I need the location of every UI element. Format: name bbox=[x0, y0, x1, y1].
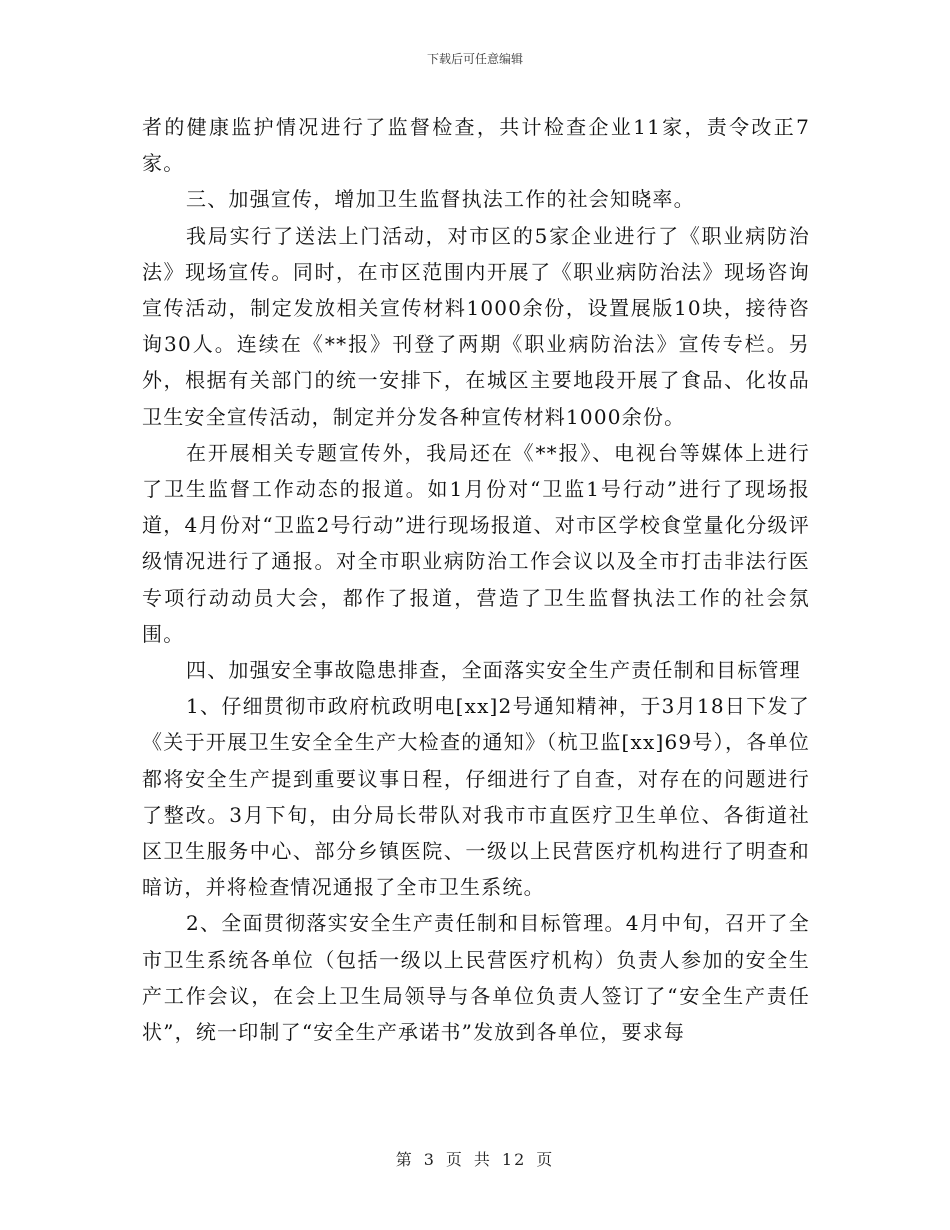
paragraph-media-reports: 在开展相关专题宣传外，我局还在《**报》、电视台等媒体上进行了卫生监督工作动态的报道。如1月份对“卫监1号行动”进行了现场报道，4月份对“卫监2号行动”进行现场报道、对市区学校食堂量化分级评级情况进行了通报。对全市职业病防治工作会议以及全市打击非法行医专项行动动员大会，都作了报道，营造了卫生监督执法工作的社会氛围。 bbox=[142, 440, 810, 646]
paragraph-continuation: 者的健康监护情况进行了监督检查，共计检查企业11家，责令改正7家。 bbox=[142, 115, 810, 176]
document-body bbox=[142, 109, 810, 1050]
footer-prefix: 第 bbox=[395, 1150, 414, 1169]
footer-suffix: 页 bbox=[536, 1150, 555, 1169]
section-heading-safety: 四、加强安全事故隐患排查，全面落实安全生产责任制和目标管理 bbox=[186, 658, 801, 683]
footer-total-pages: 12 bbox=[501, 1150, 527, 1169]
paragraph-publicity-activities: 我局实行了送法上门活动，对市区的5家企业进行了《职业病防治法》现场宣传。同时，在市区范围内开展了《职业病防治法》现场咨询宣传活动，制定发放相关宣传材料1000余份，设置展版10块，接待咨询30人。连续在《**报》刊登了两期《职业病防治法》宣传专栏。另外，根据有关部门的统一安排下，在城区主要地段开展了食品、化妆品卫生安全宣传活动，制定并分发各种宣传材料1000余份。 bbox=[142, 223, 810, 429]
page-footer bbox=[0, 1147, 950, 1170]
footer-page-word: 页 bbox=[445, 1150, 464, 1169]
footer-total-word: 共 bbox=[473, 1150, 492, 1169]
footer-current-page: 3 bbox=[423, 1150, 436, 1169]
paragraph-safety-item-1: 1、仔细贯彻市政府杭政明电[xx]2号通知精神，于3月18日下发了《关于开展卫生安全全生产大检查的通知》（杭卫监[xx]69号），各单位都将安全生产提到重要议事日程，仔细进行了自查，对存在的问题进行了整改。3月下旬，由分局长带队对我市市直医疗卫生单位、各街道社区卫生服务中心、部分乡镇医院、一级以上民营医疗机构进行了明查和暗访，并将检查情况通报了全市卫生系统。 bbox=[142, 694, 810, 900]
paragraph-safety-item-2: 2、全面贯彻落实安全生产责任制和目标管理。4月中旬，召开了全市卫生系统各单位（包括一级以上民营医疗机构）负责人参加的安全生产工作会议，在会上卫生局领导与各单位负责人签订了“安全生产责任状”，统一印制了“安全生产承诺书”发放到各单位，要求每 bbox=[142, 911, 810, 1045]
page-header-note: 下载后可任意编辑 bbox=[426, 52, 523, 66]
section-heading-publicity: 三、加强宣传，增加卫生监督执法工作的社会知晓率。 bbox=[186, 187, 695, 212]
